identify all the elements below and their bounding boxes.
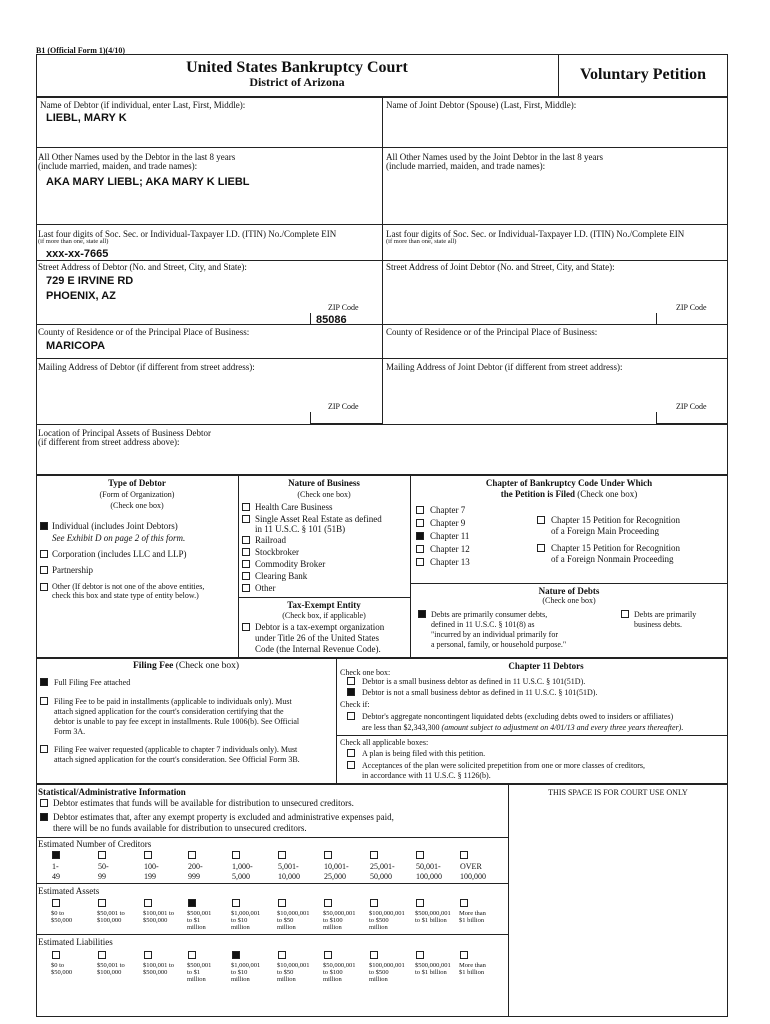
stockbroker-checkbox[interactable] [242,548,250,556]
assets-row [36,898,508,934]
creditors-option-4-label: 999 [188,872,200,881]
creditors-option-2-label: 99 [98,872,106,881]
district-title: District of Arizona [249,75,345,89]
railroad-label: Railroad [255,535,286,545]
joint-other-names-label: All Other Names used by the Joint Debtor in the last 8 years [386,152,603,162]
filing-fee-label: Filing Fee [132,661,174,671]
creditors-option-5-checkbox[interactable] [232,851,240,859]
corporation-label: Corporation (includes LLC and LLP) [52,549,187,559]
full-fee-label: Full Filing Fee attached [54,678,131,687]
liabilities-option-1-label: $50,000 [51,969,73,976]
check-all-label: Check all applicable boxes: [340,738,429,747]
installments-line-2: attach signed application for the court's consideration certifying that the [54,707,284,716]
commodity-broker-label: Commodity Broker [255,559,326,569]
creditors-option-5-label: 5,000 [232,872,250,881]
other-names-label-2: (include married, maiden, and trade names): [38,161,198,171]
joint-mailing-label: Mailing Address of Joint Debtor (if different from street address): [386,362,623,372]
clearing-bank-checkbox[interactable] [242,572,250,580]
chapter-title: Chapter of Bankruptcy Code Under Which [485,478,653,488]
assets-option-10-label: More than [459,910,486,917]
debtor-name[interactable]: LIEBL, MARY K [46,112,127,124]
assets-option-9-checkbox[interactable] [416,899,424,907]
liabilities-option-6-label: to $50 [277,969,294,976]
joint-mailing-zip-label: ZIP Code [676,402,707,411]
ssn-label: Last four digits of Soc. Sec. or Individual-Taxpayer I.D. (ITIN) No./Complete EIN [38,229,337,239]
street-line-1[interactable]: 729 E IRVINE RD [46,275,134,287]
joint-county-label: County of Residence or of the Principal Place of Business: [386,327,598,337]
assets-option-1-label: $0 to [51,910,65,917]
creditors-option-2-label: 50- [98,862,109,871]
creditors-option-8-label: 25,001- [370,862,395,871]
liabilities-option-2-label: $100,000 [97,969,122,976]
funds-available-checkbox[interactable] [40,799,48,807]
creditors-option-10-label: 100,000 [460,872,486,881]
partnership-label: Partnership [52,565,93,575]
assets-option-9-label: $500,000,001 [415,910,451,917]
assets-option-6-label: $10,000,001 [277,910,310,917]
liabilities-option-10-checkbox[interactable] [460,951,468,959]
health-care-label: Health Care Business [255,502,333,512]
not-small-business-checkbox[interactable] [347,688,355,696]
creditors-option-4-label: 200- [188,862,203,871]
liabilities-option-5-label: million [231,976,250,983]
nature-of-business-sub: (Check one box) [297,490,351,499]
tax-exempt-line-1: Debtor is a tax-exempt organization [255,622,385,632]
chapter-9-checkbox[interactable] [416,519,424,527]
liabilities-option-6-label: $10,000,001 [277,962,310,969]
creditors-row [36,850,508,883]
chapter-13-checkbox[interactable] [416,558,424,566]
plan-filed-checkbox[interactable] [347,749,355,757]
liabilities-option-10-label: More than [459,962,486,969]
assets-option-6-label: million [277,924,296,931]
petition-title: Voluntary Petition [579,66,707,83]
chapter-7-checkbox[interactable] [416,506,424,514]
assets-option-8-label: $100,000,001 [369,910,405,917]
other-business-label: Other [255,583,276,593]
individual-label: Individual (includes Joint Debtors) [52,521,178,531]
other-entity-label: Other (If debtor is not one of the above entities, [52,582,205,591]
assets-option-5-label: to $10 [231,917,248,924]
liabilities-option-5-label: to $10 [231,969,248,976]
creditors-option-10-checkbox[interactable] [460,851,468,859]
joint-name-label: Name of Joint Debtor (Spouse) (Last, First, Middle): [386,100,577,110]
small-business-label: Debtor is a small business debtor as defined in 11 U.S.C. § 101(51D). [362,677,586,686]
funds-available-label: Debtor estimates that funds will be available for distribution to unsecured creditors. [53,798,354,808]
tax-exempt-line-2: under Title 26 of the United States [255,633,379,643]
creditors-option-10-label: OVER [460,862,482,871]
creditors-option-6-checkbox[interactable] [278,851,286,859]
nature-of-business-title: Nature of Business [288,478,360,488]
filing-fee-title [36,661,336,672]
creditors-option-3-checkbox[interactable] [144,851,152,859]
creditors-option-3-label: 100- [144,862,159,871]
joint-ssn-sub: (if more than one, state all) [386,238,457,245]
installments-line-3: debtor is unable to pay fee except in installments. Rule 1006(b). See Official [54,717,300,726]
assets-option-2-label: $100,000 [97,917,122,924]
assets-option-2-checkbox[interactable] [98,899,106,907]
other-names-value[interactable]: AKA MARY LIEBL; AKA MARY K LIEBL [46,176,250,188]
assets-option-6-label: to $50 [277,917,294,924]
full-fee-checkbox[interactable] [40,678,48,686]
chapter-9-label: Chapter 9 [430,518,466,528]
consumer-debts-line-2: defined in 11 U.S.C. § 101(8) as [431,620,535,629]
liabilities-option-3-label: $100,001 to [143,962,175,969]
creditors-option-8-checkbox[interactable] [370,851,378,859]
assets-option-8-label: million [369,924,388,931]
chapter-12-checkbox[interactable] [416,545,424,553]
liabilities-option-8-label: million [369,976,388,983]
liabilities-option-5-checkbox[interactable] [232,951,240,959]
creditors-option-8-label: 50,000 [370,872,392,881]
liabilities-option-4-label: $500,001 [187,962,212,969]
mailing-zip-label: ZIP Code [328,402,359,411]
assets-option-4-label: to $1 [187,917,201,924]
other-names-label: All Other Names used by the Debtor in the last 8 years [38,152,236,162]
type-of-debtor-check-one: (Check one box) [110,501,164,510]
assets-option-2-label: $50,001 to [97,910,125,917]
assets-option-4-label: million [187,924,206,931]
creditors-option-7-label: 25,000 [324,872,346,881]
creditors-label: Estimated Number of Creditors [38,839,152,849]
aggregate-debts-checkbox[interactable] [347,712,355,720]
no-funds-line-1: Debtor estimates that, after any exempt property is excluded and administrative expenses paid, [53,812,394,822]
small-business-checkbox[interactable] [347,677,355,685]
joint-zip-label: ZIP Code [676,303,707,312]
debtor-name-label: Name of Debtor (if individual, enter Last, First, Middle): [40,100,246,110]
aggregate-debts-line-1: Debtor's aggregate noncontingent liquidated debts (excluding debts owed to insiders or affiliates) [362,712,674,721]
location-label: Location of Principal Assets of Business Debtor [38,428,211,438]
type-of-debtor-title: Type of Debtor [108,478,166,488]
corporation-checkbox[interactable] [40,550,48,558]
chapter-11-label: Chapter 11 [430,531,470,541]
commodity-broker-checkbox[interactable] [242,560,250,568]
ssn-sub: (if more than one, state all) [38,238,109,245]
assets-option-7-label: $50,000,001 [323,910,356,917]
creditors-option-7-label: 10,001- [324,862,349,871]
consumer-debts-line-1: Debts are primarily consumer debts, [431,610,548,619]
chapter-7-label: Chapter 7 [430,505,466,515]
assets-option-5-checkbox[interactable] [232,899,240,907]
liabilities-option-5-label: $1,000,001 [231,962,261,969]
liabilities-option-2-label: $50,001 to [97,962,125,969]
chapter-15-main-checkbox[interactable] [537,516,545,524]
chapter-15-main-label: Chapter 15 Petition for Recognition [551,515,680,525]
liabilities-option-4-label: million [187,976,206,983]
fee-waiver-line-1: Filing Fee waiver requested (applicable to chapter 7 individuals only). Must [54,745,298,754]
assets-option-3-label: $100,001 to [143,910,175,917]
chapter-13-label: Chapter 13 [430,557,470,567]
check-one-box-label: Check one box: [340,668,391,677]
chapter-11-checkbox[interactable] [416,532,424,540]
business-debts-checkbox[interactable] [621,610,629,618]
aggregate-debts-line-2 [362,723,683,732]
creditors-option-9-label: 50,001- [416,862,441,871]
fee-waiver-checkbox[interactable] [40,745,48,753]
statistical-title: Statistical/Administrative Information [38,787,186,797]
chapter-filed-label: the Petition is Filed [500,489,575,499]
street-label: Street Address of Debtor (No. and Street, City, and State): [38,262,247,272]
street-line-2[interactable]: PHOENIX, AZ [46,290,116,302]
installments-line-1: Filing Fee to be paid in installments (applicable to individuals only). Must [54,697,292,706]
joint-street-label: Street Address of Joint Debtor (No. and Street, City, and State): [386,262,615,272]
liabilities-option-1-checkbox[interactable] [52,951,60,959]
liabilities-option-3-label: $500,000 [143,969,168,976]
tax-exempt-checkbox[interactable] [242,623,250,631]
assets-option-5-label: $1,000,001 [231,910,261,917]
assets-option-8-checkbox[interactable] [370,899,378,907]
individual-note: See Exhibit D on page 2 of this form. [52,533,186,543]
stockbroker-label: Stockbroker [255,547,299,557]
assets-option-4-label: $500,001 [187,910,212,917]
liabilities-option-9-label: to $1 billion [415,969,447,976]
assets-option-4-checkbox[interactable] [188,899,196,907]
type-of-debtor-sub: (Form of Organization) [99,490,175,499]
chapter-check-one: (Check one box) [577,489,638,499]
assets-option-8-label: to $500 [369,917,389,924]
liabilities-option-7-checkbox[interactable] [324,951,332,959]
creditors-option-1-checkbox[interactable] [52,851,60,859]
assets-label: Estimated Assets [38,886,100,896]
installments-checkbox[interactable] [40,697,48,705]
liabilities-option-9-checkbox[interactable] [416,951,424,959]
single-asset-label-2: in 11 U.S.C. § 101 (51B) [255,524,346,534]
ssn-value[interactable]: xxx-xx-7665 [46,248,109,260]
partnership-checkbox[interactable] [40,566,48,574]
court-use-label: THIS SPACE IS FOR COURT USE ONLY [548,788,688,797]
chapter-15-nonmain-checkbox[interactable] [537,544,545,552]
filing-fee-check-one: (Check one box) [175,661,240,671]
county-value[interactable]: MARICOPA [46,340,106,352]
chapter-15-main-label-2: of a Foreign Main Proceeding [551,526,659,536]
creditors-option-2-checkbox[interactable] [98,851,106,859]
creditors-option-7-checkbox[interactable] [324,851,332,859]
county-label: County of Residence or of the Principal Place of Business: [38,327,250,337]
zip-label: ZIP Code [328,303,359,312]
assets-option-7-label: to $100 [323,917,343,924]
assets-option-9-label: to $1 billion [415,917,447,924]
liabilities-option-9-label: $500,000,001 [415,962,451,969]
liabilities-option-3-checkbox[interactable] [144,951,152,959]
liabilities-option-10-label: $1 billion [459,969,485,976]
assets-option-6-checkbox[interactable] [278,899,286,907]
clearing-bank-label: Clearing Bank [255,571,308,581]
zip-value[interactable]: 85086 [316,314,347,326]
mailing-label: Mailing Address of Debtor (if different from street address): [38,362,255,372]
chapter-15-nonmain-label-2: of a Foreign Nonmain Proceeding [551,554,674,564]
creditors-option-4-checkbox[interactable] [188,851,196,859]
other-business-checkbox[interactable] [242,584,250,592]
nature-of-debts-sub: (Check one box) [542,596,596,605]
creditors-option-9-label: 100,000 [416,872,442,881]
other-entity-label-2: check this box and state type of entity below.) [52,591,199,600]
chapter-11-debtors-title: Chapter 11 Debtors [508,661,584,671]
assets-option-3-label: $500,000 [143,917,168,924]
joint-ssn-label: Last four digits of Soc. Sec. or Individual-Taxpayer I.D. (ITIN) No./Complete EIN [386,229,685,239]
assets-option-3-checkbox[interactable] [144,899,152,907]
tax-exempt-sub: (Check box, if applicable) [282,611,366,620]
liabilities-label: Estimated Liabilities [38,937,113,947]
liabilities-option-7-label: $50,000,001 [323,962,356,969]
liabilities-option-8-label: to $500 [369,969,389,976]
liabilities-option-6-checkbox[interactable] [278,951,286,959]
liabilities-option-7-label: million [323,976,342,983]
no-funds-checkbox[interactable] [40,813,48,821]
business-debts-line-2: business debts. [634,620,682,629]
form-id: B1 (Official Form 1)(4/10) [36,46,126,55]
assets-option-5-label: million [231,924,250,931]
chapter-15-nonmain-label: Chapter 15 Petition for Recognition [551,543,680,553]
aggregate-limit: are less than $2,343,300 [362,723,440,732]
court-title: United States Bankruptcy Court [186,59,408,76]
liabilities-option-8-label: $100,000,001 [369,962,405,969]
liabilities-option-7-label: to $100 [323,969,343,976]
health-care-checkbox[interactable] [242,503,250,511]
liabilities-option-8-checkbox[interactable] [370,951,378,959]
tax-exempt-title: Tax-Exempt Entity [287,600,361,610]
assets-option-1-checkbox[interactable] [52,899,60,907]
chapter-title-2 [410,489,728,499]
no-funds-line-2: there will be no funds available for distribution to unsecured creditors. [53,823,307,833]
tax-exempt-line-3: Code (the Internal Revenue Code). [255,644,381,654]
liabilities-option-6-label: million [277,976,296,983]
assets-option-7-label: million [323,924,342,931]
assets-option-10-label: $1 billion [459,917,485,924]
installments-line-4: Form 3A. [54,727,86,736]
acceptances-line-2: in accordance with 11 U.S.C. § 1126(b). [362,771,491,780]
not-small-business-label: Debtor is not a small business debtor as defined in 11 U.S.C. § 101(51D). [362,688,598,697]
liabilities-option-1-label: $0 to [51,962,65,969]
plan-filed-label: A plan is being filed with this petition. [362,749,486,758]
creditors-option-1-label: 1- [52,862,59,871]
assets-option-1-label: $50,000 [51,917,73,924]
liabilities-option-4-label: to $1 [187,969,201,976]
creditors-option-6-label: 5,001- [278,862,299,871]
nature-of-debts-title: Nature of Debts [538,586,600,596]
consumer-debts-line-4: a personal, family, or household purpose." [431,640,567,649]
acceptances-checkbox[interactable] [347,761,355,769]
creditors-option-6-label: 10,000 [278,872,300,881]
check-if-label: Check if: [340,700,370,709]
aggregate-adjustment-note: (amount subject to adjustment on 4/01/13 and every three years thereafter). [441,723,684,732]
creditors-option-5-label: 1,000- [232,862,253,871]
liabilities-row [36,950,508,990]
assets-option-10-checkbox[interactable] [460,899,468,907]
assets-option-7-checkbox[interactable] [324,899,332,907]
railroad-checkbox[interactable] [242,536,250,544]
consumer-debts-line-3: "incurred by an individual primarily for [431,630,559,639]
single-asset-checkbox[interactable] [242,515,250,523]
joint-other-names-label-2: (include married, maiden, and trade names): [386,161,546,171]
chapter-12-label: Chapter 12 [430,544,470,554]
business-debts-line-1: Debts are primarily [634,610,697,619]
other-entity-checkbox[interactable] [40,583,48,591]
creditors-option-1-label: 49 [52,872,60,881]
single-asset-label: Single Asset Real Estate as defined [255,514,382,524]
individual-checkbox[interactable] [40,522,48,530]
creditors-option-9-checkbox[interactable] [416,851,424,859]
liabilities-option-2-checkbox[interactable] [98,951,106,959]
creditors-option-3-label: 199 [144,872,156,881]
fee-waiver-line-2: attach signed application for the court's consideration. See Official Form 3B. [54,755,300,764]
liabilities-option-4-checkbox[interactable] [188,951,196,959]
location-label-2: (if different from street address above): [38,437,180,447]
consumer-debts-checkbox[interactable] [418,610,426,618]
acceptances-line-1: Acceptances of the plan were solicited prepetition from one or more classes of creditors, [362,761,646,770]
